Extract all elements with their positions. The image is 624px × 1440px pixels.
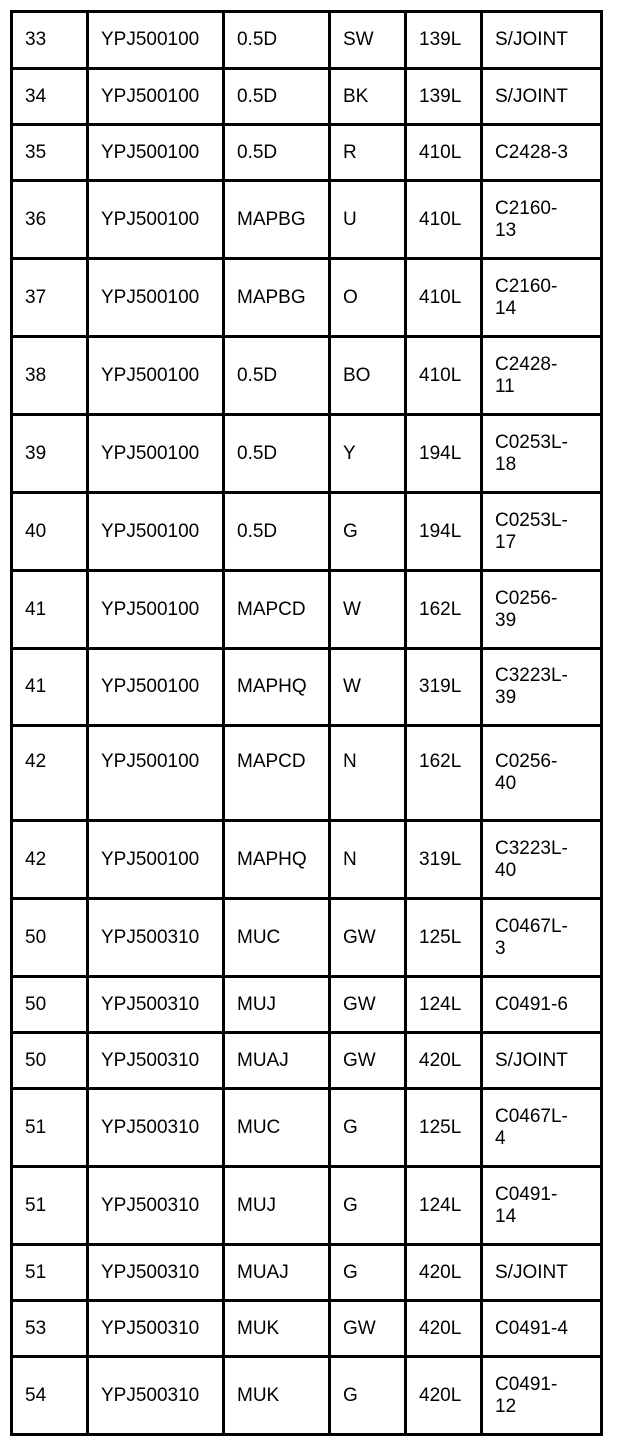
cell-text: MUK (237, 1317, 280, 1339)
wire-type-cell (224, 571, 330, 649)
cell-text: YPJ500310 (101, 1194, 200, 1216)
wire-type-cell (224, 1357, 330, 1435)
line-no-cell (12, 415, 88, 493)
cell-text: GW (343, 1317, 376, 1339)
wire-type-cell (224, 1033, 330, 1089)
cell-text: C0491-6 (495, 993, 568, 1015)
cell-text: 51 (25, 1194, 47, 1216)
table-row (12, 977, 602, 1033)
color-code-cell (330, 571, 406, 649)
table-row (12, 726, 602, 821)
cell-text: 50 (25, 993, 47, 1015)
connector-cell (482, 1089, 602, 1167)
color-code-cell (330, 1167, 406, 1245)
part-number-cell (88, 1245, 224, 1301)
length-cell (406, 821, 482, 899)
wire-type-cell (224, 69, 330, 125)
cell-text: G (343, 1116, 358, 1138)
table-row (12, 1245, 602, 1301)
color-code-cell (330, 259, 406, 337)
color-code-cell (330, 1357, 406, 1435)
cell-text: C2160- 14 (495, 275, 558, 319)
table-row (12, 493, 602, 571)
cell-text: 41 (25, 598, 47, 620)
cell-text: MAPHQ (237, 676, 307, 697)
cell-text: C3223L- 40 (495, 837, 568, 881)
cell-text: 0.5D (237, 520, 278, 542)
connector-cell (482, 1245, 602, 1301)
color-code-cell (330, 726, 406, 821)
wire-type-cell (224, 649, 330, 726)
table-row (12, 12, 602, 69)
line-no-cell (12, 1033, 88, 1089)
line-no-cell (12, 1357, 88, 1435)
wire-type-cell (224, 726, 330, 821)
color-code-cell (330, 337, 406, 415)
line-no-cell (12, 69, 88, 125)
cell-text: W (343, 676, 361, 697)
cell-text: YPJ500100 (101, 85, 200, 107)
table-row (12, 259, 602, 337)
length-cell (406, 1301, 482, 1357)
length-cell (406, 1357, 482, 1435)
table-row (12, 1167, 602, 1245)
wire-type-cell (224, 337, 330, 415)
line-no-cell (12, 649, 88, 726)
cell-text: Y (343, 442, 356, 464)
part-number-cell (88, 1301, 224, 1357)
length-cell (406, 1245, 482, 1301)
cell-text: 51 (25, 1116, 47, 1138)
color-code-cell (330, 415, 406, 493)
length-cell (406, 337, 482, 415)
cell-text: 37 (25, 286, 47, 308)
wire-type-cell (224, 12, 330, 69)
part-number-cell (88, 571, 224, 649)
wire-type-cell (224, 493, 330, 571)
cell-text: C0467L- 3 (495, 915, 568, 959)
wire-type-cell (224, 1301, 330, 1357)
table-row (12, 1089, 602, 1167)
cell-text: C0256- 40 (495, 751, 558, 794)
cell-text: C0253L- 18 (495, 431, 568, 475)
cell-text: C2160- 13 (495, 197, 558, 241)
cell-text: C0467L- 4 (495, 1105, 568, 1149)
table-row (12, 1301, 602, 1357)
wire-type-cell (224, 415, 330, 493)
cell-text: 420L (419, 1317, 462, 1339)
length-cell (406, 181, 482, 259)
cell-text: 35 (25, 141, 47, 163)
wire-type-cell (224, 1089, 330, 1167)
wire-type-cell (224, 977, 330, 1033)
table-row (12, 181, 602, 259)
cell-text: 420L (419, 1384, 462, 1406)
cell-text: 319L (419, 848, 462, 870)
cell-text: C0491- 12 (495, 1373, 558, 1417)
line-no-cell (12, 1245, 88, 1301)
cell-text: C2428- 11 (495, 353, 558, 397)
part-number-cell (88, 899, 224, 977)
cell-text: 38 (25, 364, 47, 386)
line-no-cell (12, 493, 88, 571)
cell-text: YPJ500100 (101, 208, 200, 230)
cell-text: GW (343, 926, 376, 948)
table-row (12, 821, 602, 899)
cell-text: S/JOINT (495, 1261, 568, 1283)
cell-text: 410L (419, 286, 462, 308)
cell-text: 125L (419, 926, 462, 948)
table-row (12, 571, 602, 649)
cell-text: YPJ500310 (101, 1049, 200, 1071)
cell-text: N (343, 848, 357, 870)
line-no-cell (12, 259, 88, 337)
cell-text: 33 (25, 29, 47, 50)
cell-text: 54 (25, 1384, 47, 1406)
cell-text: MUK (237, 1384, 280, 1406)
part-number-cell (88, 125, 224, 181)
cell-text: 42 (25, 751, 47, 772)
cell-text: S/JOINT (495, 1049, 568, 1071)
color-code-cell (330, 1089, 406, 1167)
cell-text: GW (343, 993, 376, 1015)
cell-text: 162L (419, 751, 462, 772)
cell-text: 34 (25, 85, 47, 107)
length-cell (406, 69, 482, 125)
length-cell (406, 977, 482, 1033)
wire-type-cell (224, 1245, 330, 1301)
line-no-cell (12, 821, 88, 899)
part-number-cell (88, 69, 224, 125)
color-code-cell (330, 821, 406, 899)
part-number-cell (88, 259, 224, 337)
cell-text: MAPBG (237, 208, 306, 230)
cell-text: YPJ500100 (101, 442, 200, 464)
connector-cell (482, 726, 602, 821)
part-number-cell (88, 1033, 224, 1089)
cell-text: 194L (419, 520, 462, 542)
line-no-cell (12, 726, 88, 821)
line-no-cell (12, 125, 88, 181)
cell-text: O (343, 286, 358, 308)
line-no-cell (12, 977, 88, 1033)
cell-text: 319L (419, 676, 462, 697)
connector-cell (482, 259, 602, 337)
length-cell (406, 726, 482, 821)
cell-text: 194L (419, 442, 462, 464)
table-row (12, 649, 602, 726)
color-code-cell (330, 493, 406, 571)
length-cell (406, 415, 482, 493)
connector-cell (482, 69, 602, 125)
cell-text: MUJ (237, 993, 277, 1015)
connector-cell (482, 977, 602, 1033)
color-code-cell (330, 1301, 406, 1357)
length-cell (406, 1089, 482, 1167)
cell-text: C3223L- 39 (495, 665, 568, 708)
part-number-cell (88, 649, 224, 726)
cell-text: 39 (25, 442, 47, 464)
length-cell (406, 571, 482, 649)
table-row (12, 337, 602, 415)
connector-cell (482, 1301, 602, 1357)
cell-text: 40 (25, 520, 47, 542)
cell-text: 0.5D (237, 141, 278, 163)
line-no-cell (12, 1089, 88, 1167)
part-number-cell (88, 1167, 224, 1245)
connector-cell (482, 1167, 602, 1245)
length-cell (406, 1167, 482, 1245)
table-body (12, 12, 602, 1435)
cell-text: 36 (25, 208, 47, 230)
length-cell (406, 259, 482, 337)
cell-text: YPJ500310 (101, 1384, 200, 1406)
connector-cell (482, 337, 602, 415)
part-number-cell (88, 821, 224, 899)
length-cell (406, 125, 482, 181)
part-number-cell (88, 337, 224, 415)
cell-text: MUJ (237, 1194, 277, 1216)
cell-text: 420L (419, 1261, 462, 1283)
cell-text: 124L (419, 993, 462, 1015)
connector-cell (482, 415, 602, 493)
cell-text: 139L (419, 85, 462, 107)
part-number-cell (88, 493, 224, 571)
cell-text: 410L (419, 208, 462, 230)
connector-cell (482, 181, 602, 259)
connector-cell (482, 1357, 602, 1435)
cell-text: N (343, 751, 357, 772)
cell-text: YPJ500100 (101, 520, 200, 542)
cell-text: YPJ500100 (101, 286, 200, 308)
cell-text: YPJ500100 (101, 751, 200, 772)
cell-text: W (343, 598, 361, 620)
cell-text: MAPBG (237, 286, 306, 308)
connector-cell (482, 571, 602, 649)
connector-cell (482, 649, 602, 726)
length-cell (406, 12, 482, 69)
part-number-cell (88, 726, 224, 821)
cell-text: G (343, 1261, 358, 1283)
table-row (12, 69, 602, 125)
color-code-cell (330, 125, 406, 181)
cell-text: U (343, 208, 357, 230)
connector-cell (482, 1033, 602, 1089)
cell-text: 41 (25, 676, 47, 697)
cell-text: 124L (419, 1194, 462, 1216)
connector-cell (482, 493, 602, 571)
color-code-cell (330, 12, 406, 69)
wire-type-cell (224, 821, 330, 899)
cell-text: BO (343, 364, 371, 386)
part-number-cell (88, 181, 224, 259)
table-row (12, 125, 602, 181)
color-code-cell (330, 69, 406, 125)
length-cell (406, 899, 482, 977)
cell-text: R (343, 141, 357, 163)
color-code-cell (330, 181, 406, 259)
cell-text: 0.5D (237, 442, 278, 464)
cell-text: S/JOINT (495, 29, 568, 50)
cell-text: YPJ500100 (101, 676, 200, 697)
table-row (12, 415, 602, 493)
cell-text: YPJ500310 (101, 1116, 200, 1138)
color-code-cell (330, 1245, 406, 1301)
line-no-cell (12, 1301, 88, 1357)
table-row (12, 899, 602, 977)
cell-text: SW (343, 29, 374, 50)
table-row (12, 1357, 602, 1435)
connector-cell (482, 821, 602, 899)
cell-text: C0256- 39 (495, 587, 558, 631)
connector-cell (482, 125, 602, 181)
cell-text: C0491-4 (495, 1317, 568, 1339)
line-no-cell (12, 181, 88, 259)
cell-text: 0.5D (237, 85, 278, 107)
cell-text: MAPCD (237, 598, 306, 620)
color-code-cell (330, 1033, 406, 1089)
cell-text: 50 (25, 1049, 47, 1071)
cell-text: 410L (419, 364, 462, 386)
cell-text: YPJ500100 (101, 29, 200, 50)
length-cell (406, 493, 482, 571)
table-row (12, 1033, 602, 1089)
part-number-cell (88, 415, 224, 493)
length-cell (406, 649, 482, 726)
cell-text: YPJ500310 (101, 1317, 200, 1339)
cell-text: YPJ500100 (101, 141, 200, 163)
line-no-cell (12, 337, 88, 415)
cell-text: C2428-3 (495, 141, 568, 163)
part-number-cell (88, 1089, 224, 1167)
cell-text: 0.5D (237, 364, 278, 386)
color-code-cell (330, 649, 406, 726)
cell-text: 53 (25, 1317, 47, 1339)
cell-text: C0253L- 17 (495, 509, 568, 553)
cell-text: 51 (25, 1261, 47, 1283)
cell-text: 125L (419, 1116, 462, 1138)
cell-text: YPJ500100 (101, 848, 200, 870)
cell-text: 139L (419, 29, 462, 50)
cell-text: 162L (419, 598, 462, 620)
wire-type-cell (224, 181, 330, 259)
connector-cell (482, 899, 602, 977)
line-no-cell (12, 571, 88, 649)
line-no-cell (12, 12, 88, 69)
cell-text: MUAJ (237, 1049, 289, 1071)
wire-type-cell (224, 899, 330, 977)
cell-text: 420L (419, 1049, 462, 1071)
cell-text: G (343, 520, 358, 542)
cell-text: YPJ500100 (101, 364, 200, 386)
wire-type-cell (224, 125, 330, 181)
line-no-cell (12, 899, 88, 977)
cell-text: YPJ500100 (101, 598, 200, 620)
color-code-cell (330, 977, 406, 1033)
part-number-cell (88, 977, 224, 1033)
cell-text: S/JOINT (495, 85, 568, 107)
wire-type-cell (224, 259, 330, 337)
cell-text: 0.5D (237, 29, 278, 50)
cell-text: C0491- 14 (495, 1183, 558, 1227)
line-no-cell (12, 1167, 88, 1245)
part-number-cell (88, 12, 224, 69)
cell-text: 50 (25, 926, 47, 948)
cell-text: G (343, 1384, 358, 1406)
cell-text: MAPCD (237, 751, 306, 772)
cell-text: MUAJ (237, 1261, 289, 1283)
cell-text: MUC (237, 926, 281, 948)
wire-table (10, 10, 603, 1436)
color-code-cell (330, 899, 406, 977)
cell-text: MUC (237, 1116, 281, 1138)
cell-text: YPJ500310 (101, 993, 200, 1015)
cell-text: YPJ500310 (101, 926, 200, 948)
cell-text: YPJ500310 (101, 1261, 200, 1283)
cell-text: 42 (25, 848, 47, 870)
wire-type-cell (224, 1167, 330, 1245)
part-number-cell (88, 1357, 224, 1435)
length-cell (406, 1033, 482, 1089)
connector-cell (482, 12, 602, 69)
cell-text: GW (343, 1049, 376, 1071)
cell-text: MAPHQ (237, 848, 307, 870)
cell-text: BK (343, 85, 369, 107)
cell-text: G (343, 1194, 358, 1216)
cell-text: 410L (419, 141, 462, 163)
